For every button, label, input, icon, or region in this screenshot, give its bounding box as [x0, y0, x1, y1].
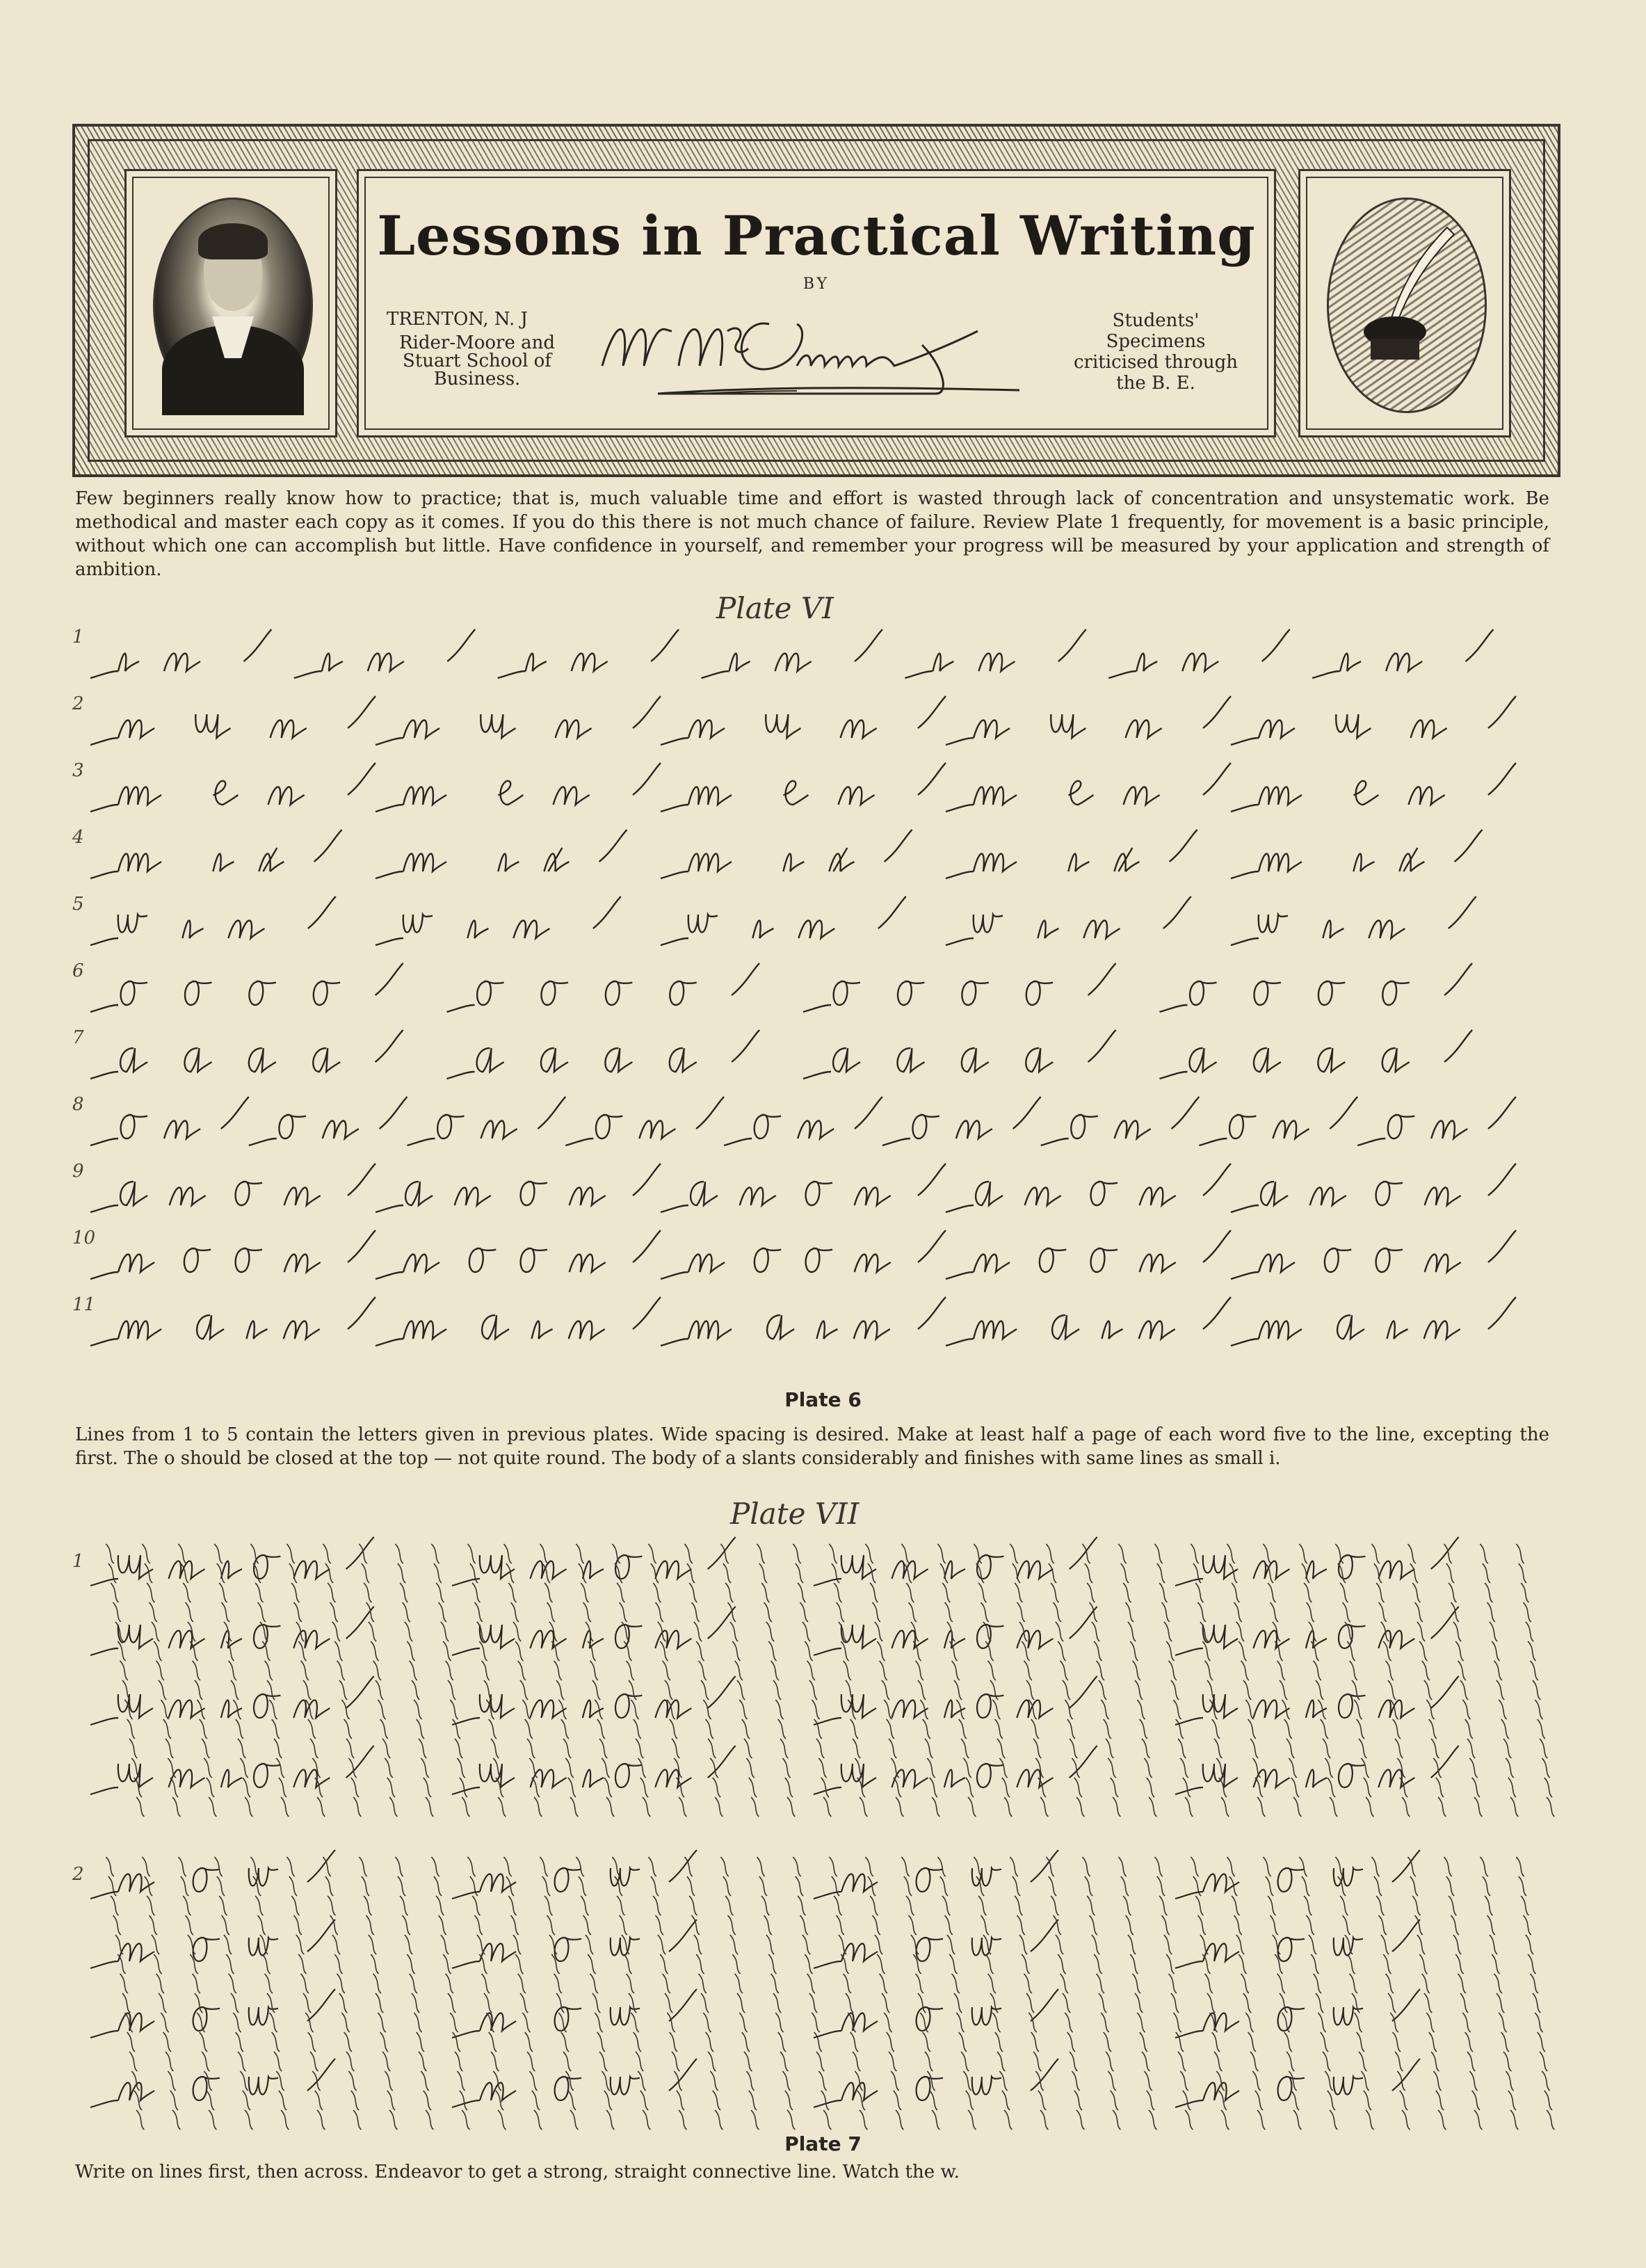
plate6-line-3 — [72, 756, 1558, 826]
script-word — [452, 1746, 736, 1794]
handwriting-line — [76, 823, 1558, 892]
intro-paragraph: Few beginners really know how to practice; that is, much valuable time and effort is wasted through lack of concentration and unsystematic work. Be methodical and master each copy as it comes. If you do this there is not much chance of failure. Review Plate 1 frequently, for movement is a basic principle, without which one can accomplish but little. Have confidence in yourself, and remember your progress will be measured by your application and strength of ambition. — [75, 488, 1549, 580]
script-word — [803, 1030, 1116, 1079]
line-number: 2 — [72, 693, 84, 714]
vertical-letter-column — [359, 1857, 397, 2130]
vertical-letter-column — [901, 1857, 939, 2130]
plate7-description: Write on lines first, then across. Endeavor to get a strong, straight connective line. Watch the w. — [75, 2162, 960, 2182]
vertical-letter-column — [540, 1857, 578, 2130]
plate7-block-2 — [72, 1843, 1558, 2135]
script-word — [565, 1097, 724, 1145]
script-word — [249, 1097, 408, 1145]
vertical-letter-column — [1407, 1857, 1446, 2130]
handwriting-line — [76, 1290, 1558, 1360]
author-signature — [588, 289, 1040, 408]
script-word — [661, 1164, 946, 1212]
line-number: 10 — [72, 1228, 96, 1248]
line-number: 5 — [72, 894, 84, 915]
vertical-letter-column — [142, 1544, 180, 1817]
script-word — [1160, 1030, 1473, 1079]
vertical-letter-column — [1480, 1857, 1518, 2130]
script-word — [946, 896, 1191, 945]
vertical-letter-column — [1227, 1857, 1265, 2130]
vertical-letter-column — [1154, 1857, 1193, 2130]
script-word — [90, 1746, 374, 1794]
location-city: TRENTON, N. J — [387, 309, 528, 330]
vertical-letter-column — [974, 1544, 1012, 1817]
script-word — [1231, 896, 1476, 945]
script-word — [90, 1030, 403, 1079]
byline: BY — [802, 275, 830, 293]
script-word — [1175, 1746, 1459, 1794]
plate6-line-2 — [72, 689, 1558, 759]
location-school: Rider-Moore and Stuart School of Business. — [398, 332, 556, 389]
script-word — [661, 1230, 946, 1279]
script-word — [882, 1097, 1041, 1145]
vertical-letter-column — [503, 1857, 542, 2130]
script-word — [946, 1297, 1231, 1346]
script-word — [90, 896, 336, 945]
line-number: 1 — [72, 1551, 84, 1572]
script-word — [452, 1850, 697, 1899]
handwriting-line — [76, 622, 1558, 692]
script-word — [376, 1230, 661, 1279]
vertical-letter-column — [1118, 1857, 1156, 2130]
script-word — [90, 1164, 376, 1212]
page-title: Lessons in Practical Writing — [377, 204, 1256, 268]
vertical-letter-column — [1516, 1857, 1554, 2130]
line-number: 8 — [72, 1094, 84, 1115]
script-word — [452, 2059, 697, 2107]
handwriting-line — [76, 956, 1558, 1026]
vertical-letter-column — [684, 1544, 723, 1817]
script-word — [814, 1989, 1058, 2038]
script-word — [376, 763, 661, 812]
line-number: 6 — [72, 960, 84, 981]
plate6-line-8 — [72, 1090, 1558, 1159]
vertical-letter-column — [612, 1544, 650, 1817]
vertical-letter-column — [250, 1544, 289, 1817]
script-word — [1175, 1537, 1459, 1586]
plate6-line-10 — [72, 1223, 1558, 1293]
plate6-line-7 — [72, 1023, 1558, 1093]
script-word — [1175, 1989, 1420, 2038]
vertical-letter-column — [829, 1544, 867, 1817]
vertical-letter-column — [395, 1544, 433, 1817]
script-word — [1357, 1097, 1516, 1145]
script-word — [452, 1989, 697, 2038]
script-word — [90, 963, 403, 1012]
author-portrait — [153, 198, 313, 413]
script-word — [1231, 830, 1483, 878]
script-word — [814, 1537, 1097, 1586]
script-word — [90, 1097, 249, 1145]
script-word — [1199, 1097, 1357, 1145]
vertical-letter-column — [1191, 1857, 1229, 2130]
handwriting-line — [76, 689, 1558, 759]
script-word — [90, 763, 376, 812]
script-word — [702, 629, 882, 678]
script-word — [90, 830, 342, 878]
line-number: 3 — [72, 760, 84, 781]
vertical-letter-column — [359, 1544, 397, 1817]
script-word — [946, 763, 1231, 812]
vertical-letter-column — [178, 1857, 216, 2130]
vertical-letter-column — [1046, 1857, 1084, 2130]
script-word — [294, 629, 475, 678]
script-word — [1175, 1676, 1459, 1725]
script-word — [946, 830, 1197, 878]
script-word — [946, 1164, 1231, 1212]
vertical-letter-column — [793, 1544, 831, 1817]
script-word — [814, 1607, 1097, 1655]
plate6-handlabel: Plate VI — [716, 591, 834, 625]
vertical-letter-column — [106, 1857, 144, 2130]
vertical-letter-column — [431, 1857, 469, 2130]
plate6-line-5 — [72, 890, 1558, 959]
vertical-letter-column — [576, 1544, 614, 1817]
vertical-letter-column — [431, 1544, 469, 1817]
vertical-letter-column — [720, 1544, 759, 1817]
vertical-letter-column — [793, 1857, 831, 2130]
handwriting-line — [76, 756, 1558, 826]
vertical-letter-column — [865, 1857, 903, 2130]
script-word — [1231, 1297, 1516, 1346]
vertical-letter-column — [1299, 1857, 1337, 2130]
script-word — [946, 1230, 1231, 1279]
vertical-letter-column — [214, 1857, 252, 2130]
vertical-letter-column — [1407, 1544, 1446, 1817]
plate6-line-9 — [72, 1157, 1558, 1226]
handwriting-line — [76, 890, 1558, 959]
line-number: 9 — [72, 1161, 84, 1182]
script-word — [814, 1746, 1097, 1794]
script-word — [814, 1850, 1058, 1899]
script-word — [90, 629, 271, 678]
vertical-letter-column — [1371, 1857, 1410, 2130]
criticism-note: Students' Specimens criticised through the B. E. — [1074, 310, 1238, 394]
author-location — [387, 310, 567, 388]
vertical-letter-column — [757, 1857, 795, 2130]
script-word — [90, 1297, 376, 1346]
handwriting-grid — [76, 1843, 1558, 2135]
script-word — [1041, 1097, 1200, 1145]
script-word — [814, 2059, 1058, 2107]
script-word — [90, 1989, 335, 2038]
vertical-letter-column — [648, 1857, 686, 2130]
vertical-letter-column — [1010, 1857, 1048, 2130]
vertical-letter-column — [865, 1544, 903, 1817]
vertical-letter-column — [1191, 1544, 1229, 1817]
script-word — [724, 1097, 882, 1145]
vertical-letter-column — [1046, 1544, 1084, 1817]
plate7-block-1 — [72, 1530, 1558, 1822]
script-word — [90, 1537, 374, 1586]
plate6-caption: Plate 6 — [784, 1388, 862, 1411]
handwriting-line — [76, 1023, 1558, 1093]
quill-inkwell-illustration — [1327, 198, 1487, 413]
portrait-panel — [124, 169, 337, 437]
script-word — [661, 830, 912, 878]
script-word — [90, 1850, 335, 1899]
script-word — [1108, 629, 1289, 678]
script-word — [376, 696, 661, 745]
plate6-line-4 — [72, 823, 1558, 892]
vertical-letter-column — [323, 1857, 361, 2130]
script-word — [905, 629, 1086, 678]
plate6-line-11 — [72, 1290, 1558, 1360]
script-word — [447, 1030, 760, 1079]
vertical-letter-column — [1263, 1857, 1301, 2130]
vertical-letter-column — [937, 1857, 976, 2130]
script-word — [1312, 629, 1493, 678]
script-word — [1231, 696, 1516, 745]
vertical-letter-column — [1480, 1544, 1518, 1817]
script-word — [376, 1297, 661, 1346]
quill-panel — [1298, 169, 1511, 437]
script-word — [661, 763, 946, 812]
vertical-letter-column — [757, 1544, 795, 1817]
vertical-letter-column — [1335, 1544, 1373, 1817]
vertical-letter-column — [467, 1544, 506, 1817]
plate6-description: Lines from 1 to 5 contain the letters given in previous plates. Wide spacing is desired. Make at least half a page of each word five to the line, excepting the first. The o should be closed at the top — not quite round. The body of a slants considerably and finishes with same lines as small i. — [75, 1424, 1549, 1469]
vertical-letter-column — [1299, 1544, 1337, 1817]
vertical-letter-column — [106, 1544, 144, 1817]
script-word — [661, 896, 906, 945]
vertical-letter-column — [1082, 1857, 1120, 2130]
script-word — [946, 696, 1231, 745]
line-number: 4 — [72, 827, 84, 848]
vertical-letter-column — [1154, 1544, 1193, 1817]
vertical-letter-column — [142, 1857, 180, 2130]
script-word — [1175, 1607, 1459, 1655]
script-word — [447, 963, 760, 1012]
title-panel — [357, 169, 1276, 437]
handwriting-line — [76, 1223, 1558, 1293]
vertical-letter-column — [829, 1857, 867, 2130]
vertical-letter-column — [395, 1857, 433, 2130]
vertical-letter-column — [323, 1544, 361, 1817]
script-word — [1175, 2059, 1420, 2107]
script-word — [90, 1607, 374, 1655]
script-word — [90, 696, 376, 745]
vertical-letter-column — [1516, 1544, 1554, 1817]
script-word — [661, 1297, 946, 1346]
script-word — [376, 896, 621, 945]
vertical-letter-column — [937, 1544, 976, 1817]
script-word — [498, 629, 679, 678]
plate6-line-1 — [72, 622, 1558, 692]
line-number: 7 — [72, 1027, 84, 1048]
vertical-letter-column — [503, 1544, 542, 1817]
vertical-letter-column — [1118, 1544, 1156, 1817]
script-word — [376, 1164, 661, 1212]
handwriting-line — [76, 1157, 1558, 1226]
vertical-letter-column — [576, 1857, 614, 2130]
script-word — [1231, 1164, 1516, 1212]
script-word — [90, 2059, 335, 2107]
vertical-letter-column — [1082, 1544, 1120, 1817]
portrait-hair — [198, 223, 268, 259]
plate6-line-6 — [72, 956, 1558, 1026]
script-word — [661, 696, 946, 745]
vertical-letter-column — [467, 1857, 506, 2130]
script-word — [452, 1537, 736, 1586]
vertical-letter-column — [720, 1857, 759, 2130]
line-number: 1 — [72, 627, 84, 648]
script-word — [1175, 1850, 1420, 1899]
vertical-letter-column — [1444, 1857, 1482, 2130]
handwriting-grid — [76, 1530, 1558, 1822]
line-number: 11 — [72, 1294, 96, 1315]
banner-frame — [88, 139, 1545, 462]
plate7-handlabel: Plate VII — [730, 1497, 860, 1531]
script-word — [1231, 763, 1516, 812]
script-word — [90, 1676, 374, 1725]
script-word — [408, 1097, 566, 1145]
vertical-letter-column — [214, 1544, 252, 1817]
vertical-letter-column — [684, 1857, 723, 2130]
script-word — [452, 1607, 736, 1655]
script-word — [90, 1230, 376, 1279]
handwriting-line — [76, 1090, 1558, 1159]
vertical-letter-column — [1227, 1544, 1265, 1817]
header-banner — [72, 124, 1560, 477]
script-word — [803, 963, 1116, 1012]
line-number: 2 — [72, 1864, 84, 1885]
vertical-letter-column — [287, 1857, 325, 2130]
vertical-letter-column — [1444, 1544, 1482, 1817]
quill-icon — [1329, 200, 1485, 411]
script-word — [1231, 1230, 1516, 1279]
plate7-caption: Plate 7 — [784, 2132, 862, 2155]
script-word — [1160, 963, 1473, 1012]
script-word — [814, 1676, 1097, 1725]
script-word — [376, 830, 627, 878]
script-word — [452, 1676, 736, 1725]
